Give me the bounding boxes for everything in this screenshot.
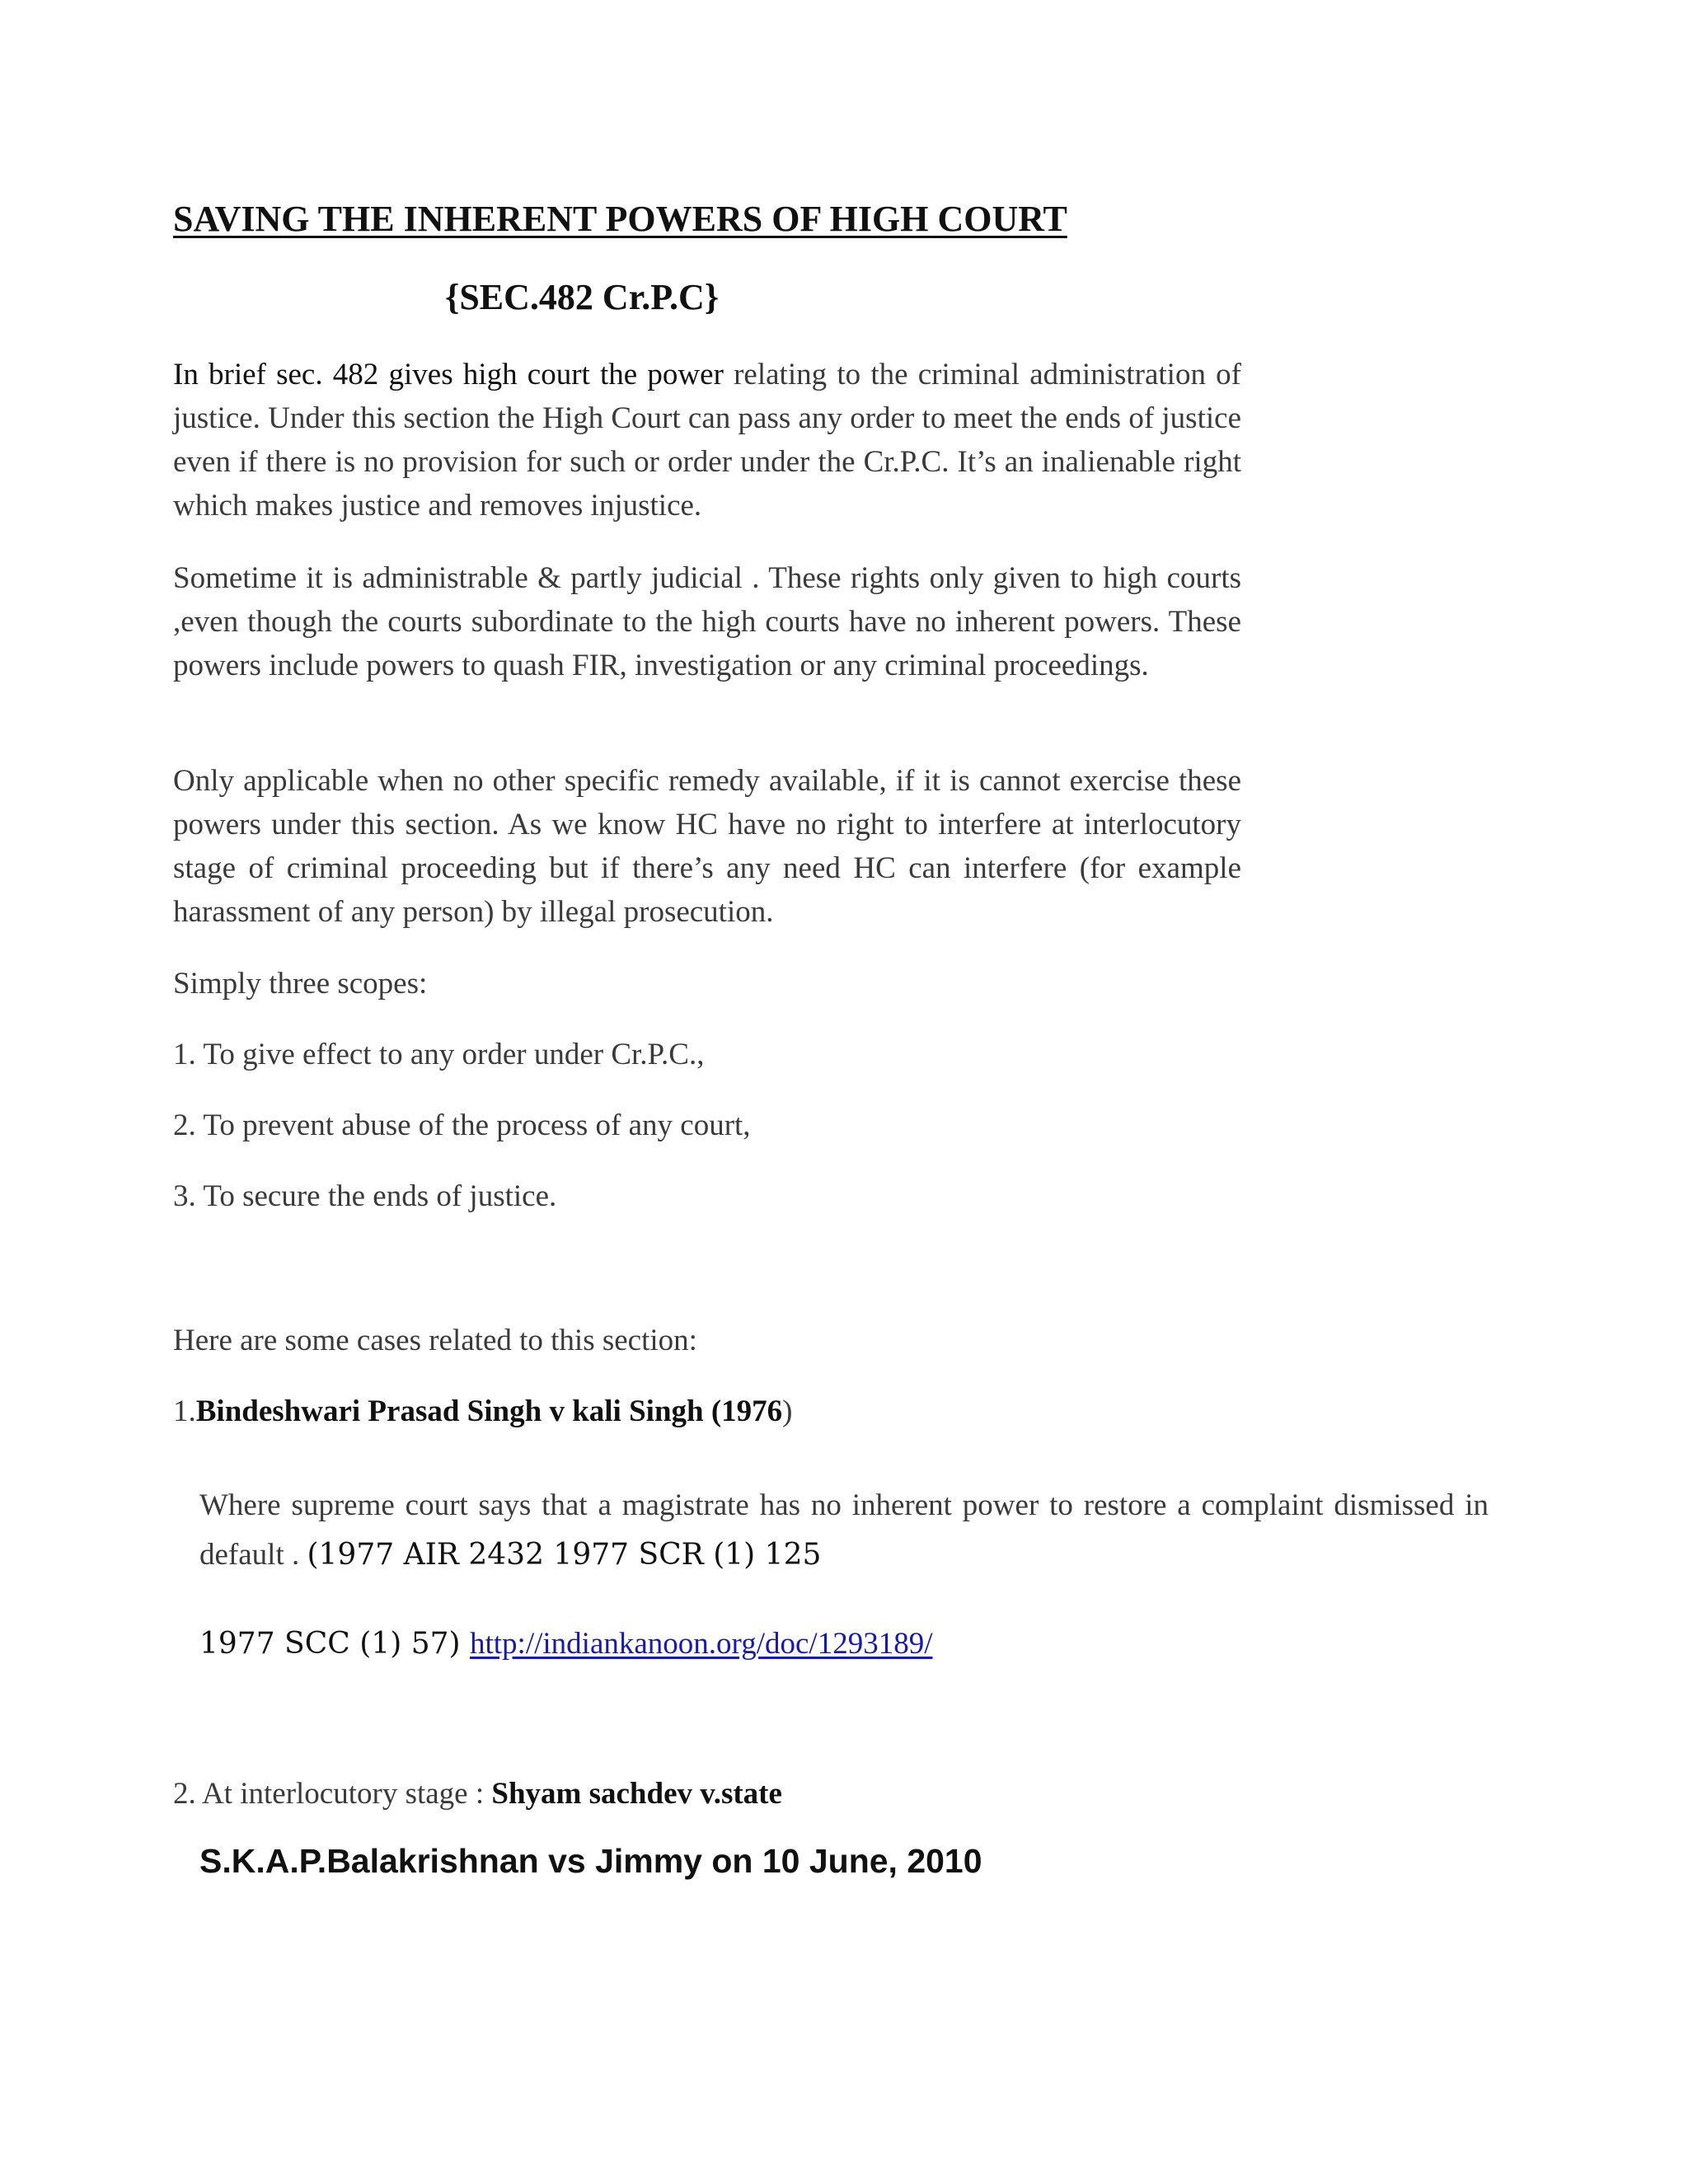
case-1-description: [199, 1481, 1489, 1580]
scope-item: 3. To secure the ends of justice.: [173, 1179, 557, 1213]
cases-intro: Here are some cases related to this section:: [173, 1324, 697, 1357]
case-3-heading: S.K.A.P.Balakrishnan vs Jimmy on 10 June, 2010: [199, 1842, 982, 1880]
case-1-citation-part1: (1977 AIR 2432 1977 SCR (1) 125: [307, 1538, 822, 1572]
case-1-description-text: Where supreme court says that a magistrate has no inherent power to restore a complaint dismissed in default .: [199, 1488, 1489, 1572]
scope-item: 2. To prevent abuse of the process of any court,: [173, 1108, 751, 1142]
scope-item: 1. To give effect to any order under Cr.P.C.,: [173, 1038, 705, 1071]
case-1-citation-part2: 1977 SCC (1) 57): [199, 1627, 470, 1661]
paragraph-intro: [173, 353, 1241, 527]
case-1-number: 1.: [173, 1394, 196, 1428]
case-2-name: Shyam sachdev v.state: [491, 1777, 782, 1811]
document-title: SAVING THE INHERENT POWERS OF HIGH COURT: [173, 199, 1067, 239]
scopes-intro: Simply three scopes:: [173, 967, 428, 1001]
case-2-prefix: 2. At interlocutory stage :: [173, 1777, 492, 1811]
case-1-citation-line: [199, 1619, 932, 1669]
case-1-link[interactable]: http://indiankanoon.org/doc/1293189/: [470, 1627, 933, 1661]
case-2-heading: [173, 1772, 782, 1816]
section-subtitle: {SEC.482 Cr.P.C}: [445, 277, 720, 317]
paragraph-applicability: Only applicable when no other specific remedy available, if it is cannot exercise these powers under this section. As we know HC have no right to interfere at interlocutory stage of criminal proceeding but if there’s any need HC can interfere (for example harassment of any person) by illegal prosecution.: [173, 764, 1241, 929]
paragraph-nature: Sometime it is administrable & partly judicial . These rights only given to high courts ,even though the courts subordinate to the high courts have no inherent powers. These powers include powers to quash FIR, investigation or any criminal proceedings.: [173, 561, 1241, 682]
case-1-heading: [173, 1390, 793, 1433]
paragraph-intro-lead: In brief sec. 482 gives high court the power: [173, 358, 724, 391]
case-1-name: Bindeshwari Prasad Singh v kali Singh (1976: [195, 1394, 783, 1428]
case-1-close: ): [782, 1394, 793, 1428]
paragraph-intro-rest: relating to the criminal administration of justice. Under this section the High Court can pass any order to meet the ends of justice even if there is no provision for such or order under the Cr.P.C. It’s an inalienable right which makes justice and removes injustice.: [173, 358, 1241, 523]
